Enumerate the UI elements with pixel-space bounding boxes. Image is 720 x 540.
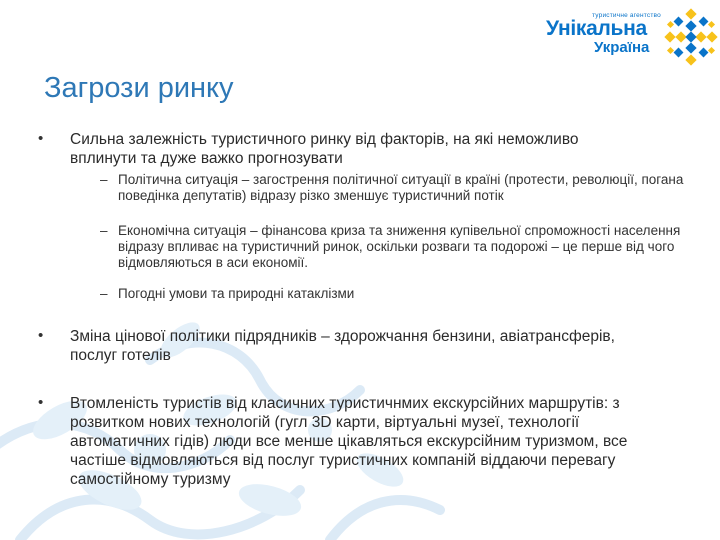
bullet-text: Зміна цінової політики підрядників – здорожчання бензини, авіатрансферів, послуг готелів: [70, 328, 615, 364]
bullet-text: Втомленість туристів від класичних туристичнмих екскурсійних маршрутів: з розвитком нових технологій (гугл 3D карти, віртуальні музеї, технології автоматичних гідів) люди все менше цікавляться екскурсійним туризмом, все частіше відмовляються від послуг туристичних компаній віддаючи перевагу самостійному туризму: [70, 395, 628, 488]
sub-bullet-text: Політична ситуація – загострення політичної ситуації в країні (протести, революції, погана поведінка депутатів) відразу різко зменшує туристичний потік: [118, 172, 684, 203]
sun-pattern-icon: [664, 8, 718, 66]
sub-bullet-text: Погодні умови та природні катаклізми: [118, 286, 355, 301]
logo-name-line2: Україна: [594, 39, 650, 56]
slide: туристичне агентство Унікальна Україна Загрози ринку • Сильна залежність туристичного ринку від факторів, на які неможливо вплинути та дуже важко прогнозувати – Політична ситуація – загострення політичної ситуації в країні (протести, революції, погана поведінка депутатів) відразу різко зменшує туристичний потік – Економічна ситуація – фінансова криза та зниження купівельної спроможності населення відразу впливає на туристичний ринок, оскільки розваги та подорожі – це перше від чого відмовляються в аси економії. – Погодні умови та природні катаклізми • Зміна цінової політики підрядників – здорожчання бензини, авіатрансферів, послуг готелів • Втомленість туристів від класичних туристичнмих екскурсійних маршрутів: з розвитком нових технологій (гугл 3D карти, віртуальні музеї, технології автоматичних гідів) люди все менше цікавляться екскурсійним туризмом, все частіше відмовляються від послуг туристичних компаній віддаючи перевагу самостійному туризму: [0, 0, 720, 540]
sub-bullet-text: Економічна ситуація – фінансова криза та зниження купівельної спроможності населення відразу впливає на туристичний ринок, оскільки розваги та подорожі – це перше від чого відмовляються в аси економії.: [118, 223, 681, 270]
bullet-text: Сильна залежність туристичного ринку від факторів, на які неможливо вплинути та дуже важко прогнозувати: [70, 131, 579, 167]
slide-title: Загрози ринку: [44, 72, 234, 104]
company-logo: [540, 6, 718, 70]
logo-tagline: туристичне агентство: [592, 12, 661, 19]
logo-name-line1: Унікальна: [546, 17, 647, 40]
